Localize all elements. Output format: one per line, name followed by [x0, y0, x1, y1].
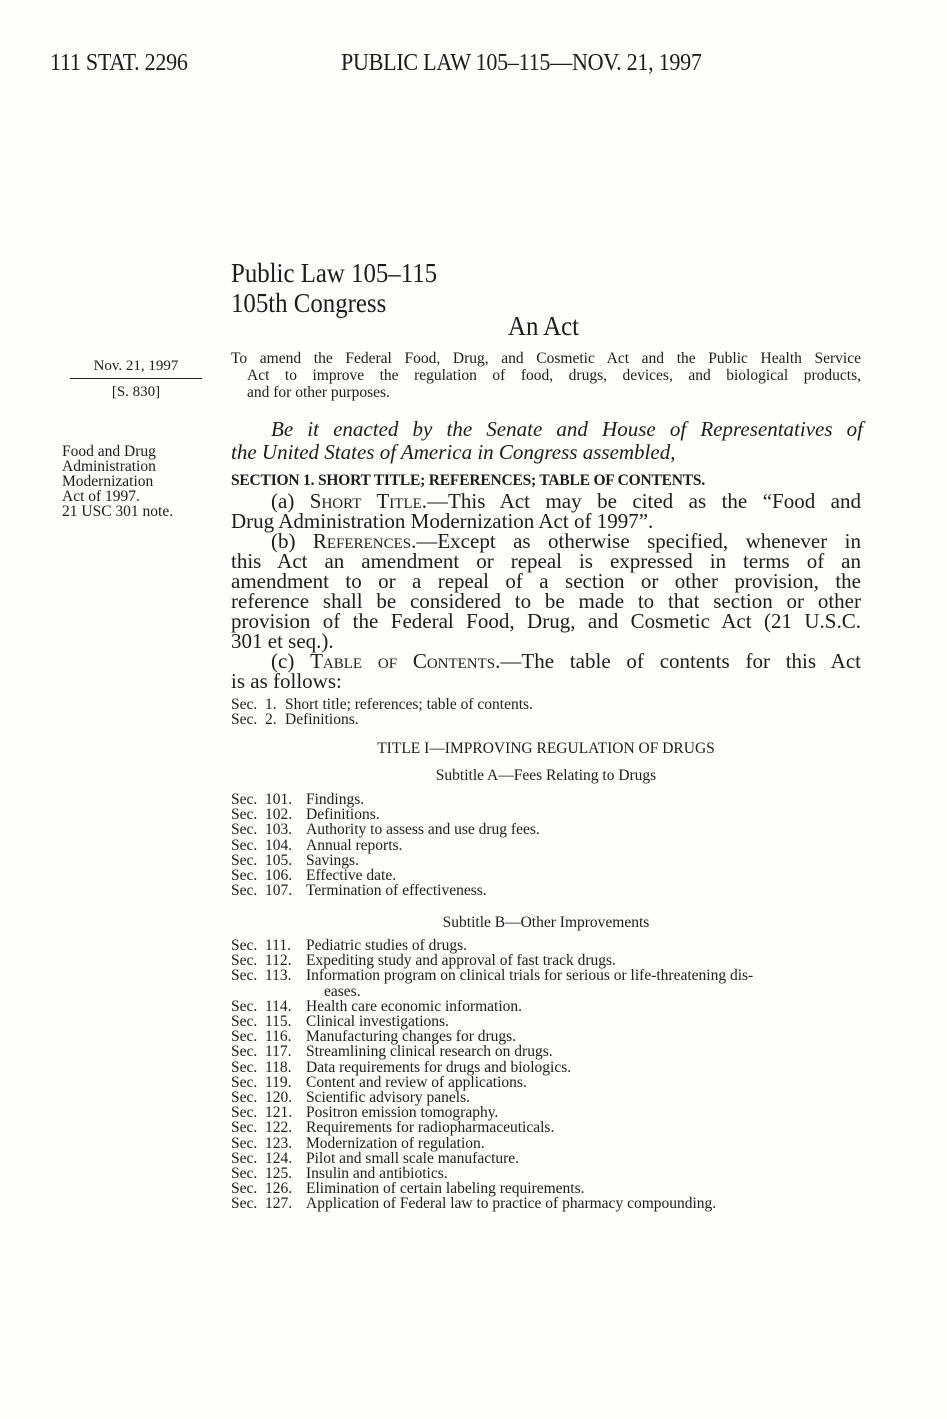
subsection-c-line: [231, 651, 861, 671]
toc-sec-title: Positron emission tomography.: [306, 1104, 499, 1122]
toc-entry: [231, 838, 540, 853]
toc-sec-label: Sec.: [231, 696, 258, 713]
toc-entry: [231, 1196, 753, 1211]
toc-sec-label: Sec.: [231, 1180, 258, 1198]
toc-sec-number: 105.: [265, 851, 293, 869]
toc-subtitle-b-list: [231, 938, 753, 1212]
toc-sec-title: Streamlining clinical research on drugs.: [306, 1043, 553, 1061]
running-header-title: PUBLIC LAW 105–115—NOV. 21, 1997: [341, 50, 702, 76]
subsection-text: —Except as otherwise specified, whenever in: [416, 529, 861, 553]
toc-sec-number: 119.: [265, 1073, 292, 1091]
toc-sec-label: Sec.: [231, 1073, 258, 1091]
toc-sec-number: 116.: [265, 1028, 292, 1046]
toc-sec-title: Information program on clinical trials for serious or life-threatening dis-: [306, 967, 754, 985]
toc-sec-label: Sec.: [231, 836, 258, 854]
toc-entry: [231, 938, 753, 953]
toc-sec-label: Sec.: [231, 1058, 258, 1076]
subsection-b: [231, 531, 861, 651]
toc-sec-title: Modernization of regulation.: [306, 1134, 485, 1152]
toc-subtitle-b-heading: Subtitle B—Other Improvements: [442, 914, 650, 931]
toc-sec-label: Sec.: [231, 1119, 258, 1137]
toc-entry: [231, 1075, 753, 1090]
enacting-clause: [231, 418, 863, 464]
toc-entry: [231, 697, 533, 712]
toc-sec-title: Data requirements for drugs and biologics.: [306, 1058, 572, 1076]
toc-entry: [231, 953, 753, 968]
an-act-heading: An Act: [508, 311, 580, 341]
toc-sec-number: 114.: [265, 997, 292, 1015]
long-title: [231, 350, 861, 401]
toc-general-list: [231, 697, 533, 727]
toc-entry: [231, 999, 753, 1014]
toc-entry: [231, 868, 540, 883]
margin-date-block: [70, 356, 202, 402]
toc-sec-number: 115.: [265, 1013, 292, 1031]
toc-sec-title: Short title; references; table of contents.: [285, 696, 533, 713]
toc-sec-title: Clinical investigations.: [306, 1013, 449, 1031]
toc-sec-title: Elimination of certain labeling requirements.: [306, 1180, 585, 1198]
toc-sec-label: Sec.: [231, 806, 258, 824]
toc-sec-number: 120.: [265, 1089, 293, 1107]
toc-sec-number: 103.: [265, 821, 293, 839]
toc-sec-label: Sec.: [231, 1195, 258, 1213]
enactment-date: Nov. 21, 1997: [93, 358, 179, 374]
toc-sec-number: 122.: [265, 1119, 293, 1137]
toc-sec-title: Content and review of applications.: [306, 1073, 527, 1091]
toc-sec-label: Sec.: [231, 791, 258, 808]
toc-sec-number: 126.: [265, 1180, 293, 1198]
toc-sec-label: Sec.: [231, 882, 258, 900]
toc-entry: [231, 968, 753, 983]
toc-entry: [231, 1105, 753, 1120]
public-law-number: Public Law 105–115: [231, 258, 438, 288]
margin-note-short-title: [62, 444, 173, 519]
subsection-a-line: Drug Administration Modernization Act of 1997”.: [231, 509, 654, 533]
toc-entry: [231, 1151, 753, 1166]
toc-sec-title: Pilot and small scale manufacture.: [306, 1149, 520, 1167]
subsection-b-line: [231, 531, 861, 551]
toc-entry: [231, 883, 540, 898]
toc-sec-number: 104.: [265, 836, 293, 854]
toc-sec-number: 125.: [265, 1165, 293, 1183]
toc-entry: [231, 1090, 753, 1105]
toc-sec-number: 106.: [265, 867, 293, 885]
toc-sec-label: Sec.: [231, 952, 258, 970]
toc-sec-label: Sec.: [231, 1104, 258, 1122]
toc-entry: [231, 1044, 753, 1059]
congress-number: 105th Congress: [231, 288, 387, 318]
toc-sec-label: Sec.: [231, 821, 258, 839]
toc-sec-title: Definitions.: [306, 806, 380, 824]
toc-sec-label: Sec.: [231, 1013, 258, 1031]
toc-entry: [231, 1166, 753, 1181]
subsection-caption: References.: [312, 529, 417, 553]
toc-sec-title: Annual reports.: [306, 836, 403, 854]
toc-sec-number: 124.: [265, 1149, 293, 1167]
toc-sec-number: 107.: [265, 882, 293, 900]
toc-sec-number: 1.: [265, 696, 277, 713]
toc-sec-number: 113.: [265, 967, 292, 985]
subsection-c: [231, 651, 861, 691]
toc-sec-number: 112.: [265, 952, 292, 970]
toc-entry: [231, 1029, 753, 1044]
toc-entry: [231, 1181, 753, 1196]
subsection-b-line: amendment to or a repeal of a section or other provision, the: [231, 569, 861, 593]
toc-sec-label: Sec.: [231, 711, 258, 729]
toc-entry: [231, 1060, 753, 1075]
subsection-label: (c): [271, 649, 311, 673]
toc-sec-number: 2.: [265, 711, 277, 729]
margin-divider: [70, 378, 202, 379]
toc-sec-label: Sec.: [231, 967, 258, 985]
toc-sec-label: Sec.: [231, 867, 258, 885]
margin-note-line: Act of 1997.: [62, 488, 140, 505]
margin-note-line: Modernization: [62, 473, 154, 490]
toc-sec-title: Savings.: [306, 851, 359, 869]
subsection-a: [231, 491, 861, 531]
enacting-clause-line: the United States of America in Congress assembled,: [231, 440, 676, 464]
toc-sec-number: 121.: [265, 1104, 293, 1122]
toc-entry: [231, 792, 540, 807]
enacting-clause-line: Be it enacted by the Senate and House of Representatives of: [271, 417, 863, 441]
toc-sec-number: 111.: [265, 937, 291, 954]
toc-entry: [231, 853, 540, 868]
toc-sec-title: Effective date.: [306, 867, 397, 885]
long-title-line: To amend the Federal Food, Drug, and Cosmetic Act and the Public Health Service: [231, 350, 861, 367]
toc-entry: [231, 1136, 753, 1151]
subsection-a-line: [231, 491, 861, 511]
toc-sec-title: Findings.: [306, 791, 365, 808]
toc-sec-title: Termination of effectiveness.: [306, 882, 487, 900]
toc-sec-title-continuation: eases.: [324, 982, 361, 1000]
subsection-caption: Table of Contents.: [310, 649, 501, 673]
toc-sec-label: Sec.: [231, 1043, 258, 1061]
toc-sec-number: 102.: [265, 806, 293, 824]
toc-sec-title: Manufacturing changes for drugs.: [306, 1028, 517, 1046]
subsection-text: —This Act may be cited as the “Food and: [427, 489, 861, 513]
toc-sec-title: Insulin and antibiotics.: [306, 1165, 448, 1183]
toc-sec-title: Application of Federal law to practice of pharmacy compounding.: [306, 1195, 717, 1213]
toc-sec-label: Sec.: [231, 1028, 258, 1046]
section-1-heading: SECTION 1. SHORT TITLE; REFERENCES; TABLE OF CONTENTS.: [231, 472, 706, 489]
subsection-b-line: this Act an amendment or repeal is expressed in terms of an: [231, 549, 861, 573]
toc-sec-label: Sec.: [231, 1165, 258, 1183]
subsection-label: (b): [271, 529, 313, 553]
toc-sec-label: Sec.: [231, 997, 258, 1015]
toc-sec-label: Sec.: [231, 851, 258, 869]
toc-sec-number: 101.: [265, 791, 293, 808]
stat-page-number: 111 STAT. 2296: [50, 50, 188, 76]
toc-subtitle-a-heading: Subtitle A—Fees Relating to Drugs: [435, 767, 657, 784]
toc-sec-label: Sec.: [231, 1089, 258, 1107]
long-title-line: Act to improve the regulation of food, drugs, devices, and biological products,: [247, 367, 861, 384]
section-1-body: [231, 491, 861, 691]
margin-note-line: 21 USC 301 note.: [62, 503, 174, 520]
toc-sec-title: Requirements for radiopharmaceuticals.: [306, 1119, 555, 1137]
toc-entry: [231, 1120, 753, 1135]
toc-sec-label: Sec.: [231, 1134, 258, 1152]
toc-sec-title: Scientific advisory panels.: [306, 1089, 470, 1107]
subsection-c-line: is as follows:: [231, 669, 342, 693]
margin-note-line: Food and Drug: [62, 443, 156, 460]
toc-sec-title: Expediting study and approval of fast track drugs.: [306, 952, 616, 970]
subsection-text: —The table of contents for this Act: [500, 649, 861, 673]
toc-sec-label: Sec.: [231, 1149, 258, 1167]
toc-subtitle-a-list: [231, 792, 540, 898]
toc-sec-title: Health care economic information.: [306, 997, 523, 1015]
subsection-b-line: reference shall be considered to be made to that section or other: [231, 589, 861, 613]
subsection-b-line: 301 et seq.).: [231, 629, 334, 653]
toc-title-heading: TITLE I—IMPROVING REGULATION OF DRUGS: [377, 740, 715, 757]
toc-entry: [231, 1014, 753, 1029]
subsection-b-line: provision of the Federal Food, Drug, and Cosmetic Act (21 U.S.C.: [231, 609, 861, 633]
toc-sec-title: Authority to assess and use drug fees.: [306, 821, 540, 839]
long-title-line: and for other purposes.: [247, 384, 390, 401]
title-block: [231, 258, 437, 318]
margin-note-line: Administration: [62, 458, 156, 475]
toc-sec-title: Pediatric studies of drugs.: [306, 937, 468, 954]
toc-entry: [231, 712, 533, 727]
toc-entry: [231, 822, 540, 837]
toc-sec-number: 127.: [265, 1195, 293, 1213]
toc-sec-title: Definitions.: [285, 711, 359, 729]
toc-sec-number: 117.: [265, 1043, 292, 1061]
toc-sec-label: Sec.: [231, 937, 258, 954]
toc-sec-number: 123.: [265, 1134, 293, 1152]
subsection-caption: Short Title.: [309, 489, 428, 513]
subsection-label: (a): [271, 489, 310, 513]
bill-number: [S. 830]: [111, 384, 161, 400]
toc-sec-number: 118.: [265, 1058, 292, 1076]
toc-entry: [231, 807, 540, 822]
